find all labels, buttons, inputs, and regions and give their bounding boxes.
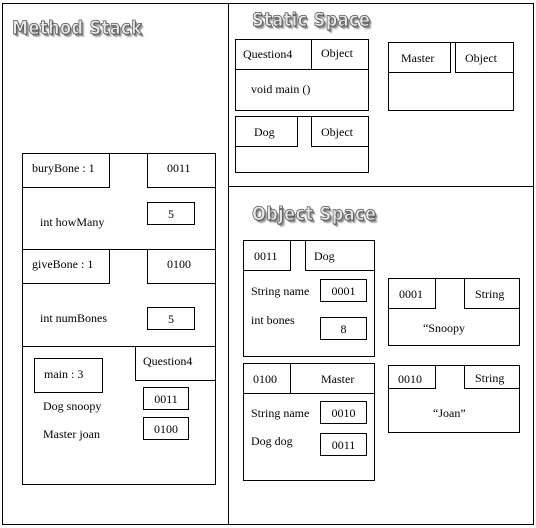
class-name: Question4 xyxy=(235,39,312,70)
string-value: “Joan” xyxy=(433,406,466,420)
class-name: Dog xyxy=(235,116,298,147)
stack-frame-name: giveBone : 1 xyxy=(22,249,110,284)
string-value: “Snoopy xyxy=(423,321,465,335)
stack-frame-name: buryBone : 1 xyxy=(22,153,110,188)
class-member: void main () xyxy=(251,82,311,96)
stack-frame-address: Question4 xyxy=(135,346,216,381)
object-address: 0011 xyxy=(243,240,291,271)
class-parent: Object xyxy=(311,39,369,70)
field-label: String name xyxy=(251,284,310,298)
object-address: 0010 xyxy=(388,365,436,389)
class-parent: Object xyxy=(311,116,369,147)
field-value: 0001 xyxy=(320,279,367,302)
field-label: int bones xyxy=(251,313,295,327)
object-type: String xyxy=(464,365,520,389)
stack-frame-name: main : 3 xyxy=(34,358,103,393)
class-parent: Object xyxy=(455,42,514,73)
local-variable-value: 5 xyxy=(147,307,195,330)
local-variable-label: Master joan xyxy=(43,427,100,441)
field-value: 0011 xyxy=(320,433,367,456)
object-type: Dog xyxy=(305,240,375,271)
field-value: 0010 xyxy=(320,401,367,424)
field-label: Dog dog xyxy=(251,434,293,448)
object-address: 0100 xyxy=(243,363,291,394)
field-label: String name xyxy=(251,406,310,420)
static-space-heading: Static Space xyxy=(252,9,371,31)
object-space-heading: Object Space xyxy=(252,203,377,225)
local-variable-label: int howMany xyxy=(40,215,105,229)
object-type: String xyxy=(464,278,520,309)
method-stack-heading: Method Stack xyxy=(12,17,143,39)
local-variable-value: 0011 xyxy=(143,387,189,410)
class-name: Master xyxy=(388,42,451,73)
local-variable-value: 5 xyxy=(147,202,195,225)
field-value: 8 xyxy=(320,317,367,340)
local-variable-label: int numBones xyxy=(40,311,108,325)
stack-frame-address: 0100 xyxy=(147,249,216,284)
stack-divider xyxy=(228,3,229,525)
local-variable-value: 0100 xyxy=(143,417,189,440)
object-address: 0001 xyxy=(388,278,436,309)
local-variable-label: Dog snoopy xyxy=(43,399,102,413)
static-object-divider xyxy=(228,186,534,187)
stack-frame-address: 0011 xyxy=(147,153,216,188)
object-type: Master xyxy=(290,363,375,394)
